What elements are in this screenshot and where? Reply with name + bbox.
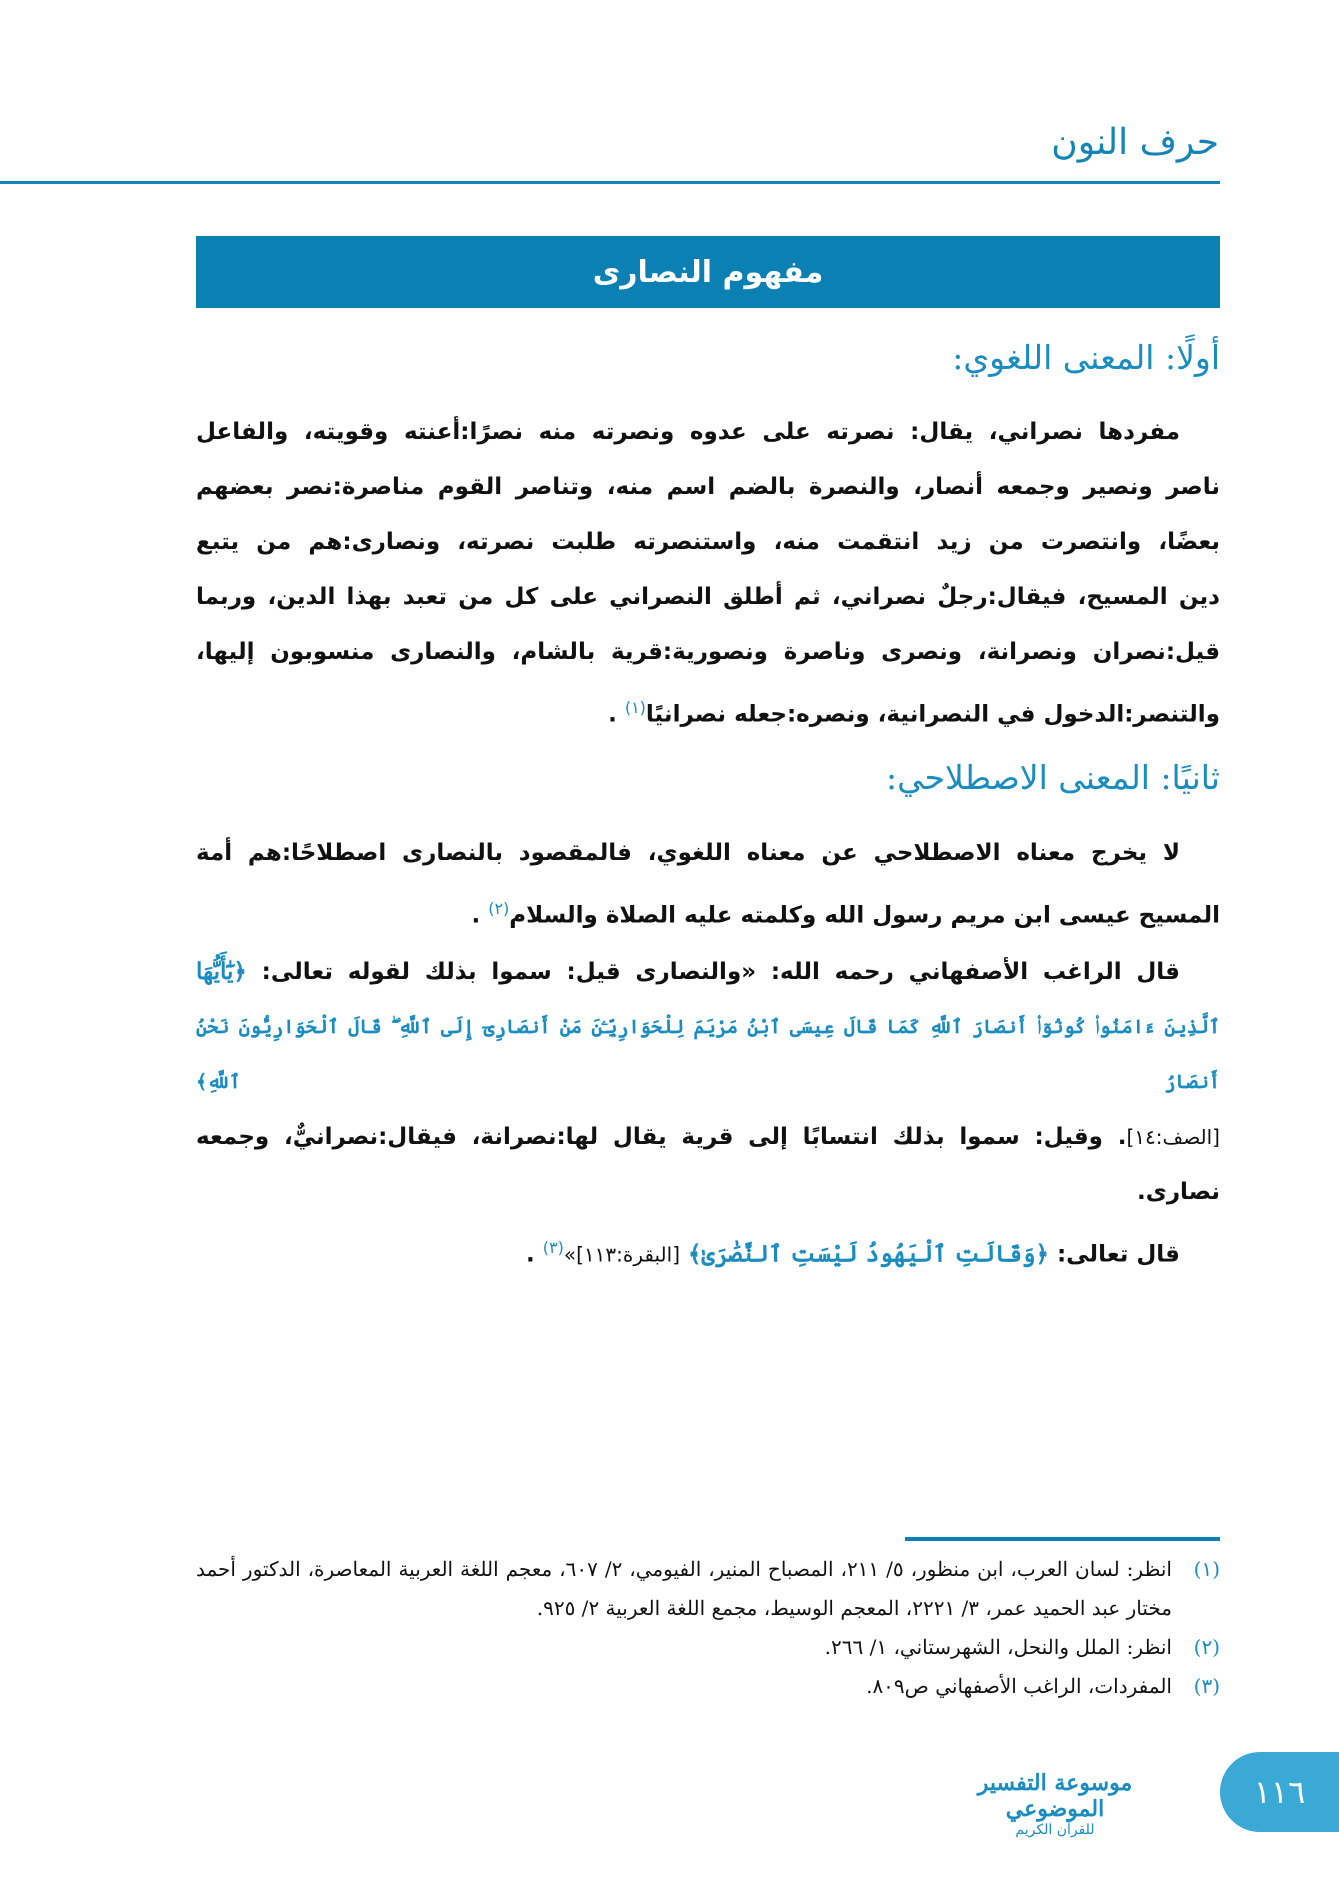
footnote-number: (١): [1193, 1557, 1220, 1581]
quran-verse-start: ﴿يَٰٓأَيُّهَا: [196, 957, 247, 985]
text-line: قيل:نصران ونصرانة، ونصرى وناصرة ونصورية:قرية بالشام، والنصارى منسوبون إليها،: [196, 639, 1220, 665]
text-line: [196, 944, 1220, 1000]
paragraph-terminological: [196, 826, 1220, 1282]
page-number-tab: [1220, 1752, 1339, 1832]
text: المسيح عيسى ابن مريم رسول الله وكلمته عليه الصلاة والسلام: [509, 902, 1220, 929]
text-line: [196, 1110, 1220, 1165]
verse-reference: [الصف:١٤]: [1126, 1124, 1220, 1149]
header-rule: [0, 181, 1220, 184]
heading-linguistic: أولًا: المعنى اللغوي:: [952, 338, 1220, 377]
quran-verse: ﴿وَقَالَتِ ٱلْيَهُودُ لَيْسَتِ ٱلنَّصَٰرَىٰ﴾: [688, 1240, 1049, 1268]
section-banner: [196, 236, 1220, 308]
text-line: لا يخرج معناه الاصطلاحي عن معناه اللغوي، فالمقصود بالنصارى اصطلاحًا:هم أمة: [196, 840, 1180, 866]
text: قال تعالى:: [1056, 1241, 1180, 1268]
paragraph-linguistic: [196, 405, 1220, 743]
banner-title: مفهوم النصارى: [592, 254, 824, 290]
footnote: [196, 1550, 1220, 1628]
running-head: حرف النون: [1051, 122, 1219, 163]
text: والتنصر:الدخول في النصرانية، ونصره:جعله نصرانيًا: [645, 701, 1220, 728]
footnote: [196, 1628, 1220, 1667]
footnotes: [196, 1550, 1220, 1706]
footnote-ref-1[interactable]: (١): [624, 698, 646, 717]
verse-reference: [البقرة:١١٣]»: [563, 1242, 680, 1267]
text-line: ناصر ونصير وجمعه أنصار، والنصرة بالضم اسم منه، وتناصر القوم مناصرة:نصر بعضهم: [196, 474, 1220, 500]
encyclopedia-logo: [930, 1770, 1180, 1845]
text-line: مفردها نصراني، يقال: نصرته على عدوه ونصرته منه نصرًا:أعنته وقويته، والفاعل: [196, 419, 1180, 445]
footnote: [196, 1667, 1220, 1706]
logo-title: موسوعة التفسير الموضوعي: [977, 1770, 1133, 1822]
text: . وقيل: سموا بذلك انتسابًا إلى قرية يقال لها:نصرانة، فيقال:نصرانيٌّ، وجمعه: [196, 1123, 1127, 1150]
text: قال الراغب الأصفهاني رحمه الله: «والنصارى قيل: سموا بذلك لقوله تعالى:: [261, 958, 1180, 985]
text-line: نصارى.: [1137, 1178, 1220, 1205]
footnote-number: (٢): [1193, 1635, 1220, 1659]
quran-verse: ٱلَّذِينَ ءَامَنُوا۟ كُونُوٓا۟ أَنصَارَ ٱللَّهِ كَمَا قَالَ عِيسَى ٱبْنُ مَرْيَمَ لِلْحَوَارِيِّـۧنَ مَنْ أَنصَارِىٓ إِلَى ٱللَّهِ ۖ قَالَ ٱلْحَوَارِيُّونَ نَحْنُ أَنصَارُ ٱللَّهِ﴾: [196, 1015, 1220, 1093]
text-line: قال تعالى: ﴿وَقَالَتِ ٱلْيَهُودُ لَيْسَتِ ٱلنَّصَٰرَىٰ﴾ [البقرة:١١٣]»$^{(٣)}$ .: [526, 1237, 1180, 1268]
text-line: دين المسيح، فيقال:رجلٌ نصراني، ثم أطلق النصراني على كل من تعبد بهذا الدين، وربما: [196, 584, 1220, 610]
text-line: بعضًا، وانتصرت من زيد انتقمت منه، واستنصرته طلبت نصرته، ونصارى:هم من يتبع: [196, 529, 1220, 555]
page-number: ١١٦: [1253, 1773, 1306, 1811]
footnote-number: (٣): [1193, 1674, 1220, 1698]
footnote-text: انظر: الملل والنحل، الشهرستاني، ١/ ٢٦٦.: [824, 1635, 1172, 1659]
text-line-last: والتنصر:الدخول في النصرانية، ونصره:جعله نصرانيًا$^{(١)}$ .: [608, 698, 1220, 728]
footnote-text: المفردات، الراغب الأصفهاني ص٨٠٩.: [866, 1674, 1172, 1698]
heading-terminological: ثانيًا: المعنى الاصطلاحي:: [885, 758, 1220, 797]
footnote-ref-3[interactable]: (٣): [542, 1237, 564, 1257]
footnote-text: انظر: لسان العرب، ابن منظور، ٥/ ٢١١، المصباح المنير، الفيومي، ٢/ ٦٠٧، معجم اللغة العربية المعاصرة، الدكتور أحمد مختار عبد الحميد عمر، ٣/ ٢٢٢١، المعجم الوسيط، مجمع اللغة العربية ٢/ ٩٢٥.: [196, 1557, 1172, 1620]
footnote-ref-2[interactable]: (٢): [488, 899, 510, 918]
footnote-rule: [905, 1537, 1220, 1541]
logo-subtitle: للقرآن الكريم: [1015, 1822, 1095, 1838]
text-line: المسيح عيسى ابن مريم رسول الله وكلمته عليه الصلاة والسلام$^{(٢)}$ .: [471, 899, 1220, 929]
